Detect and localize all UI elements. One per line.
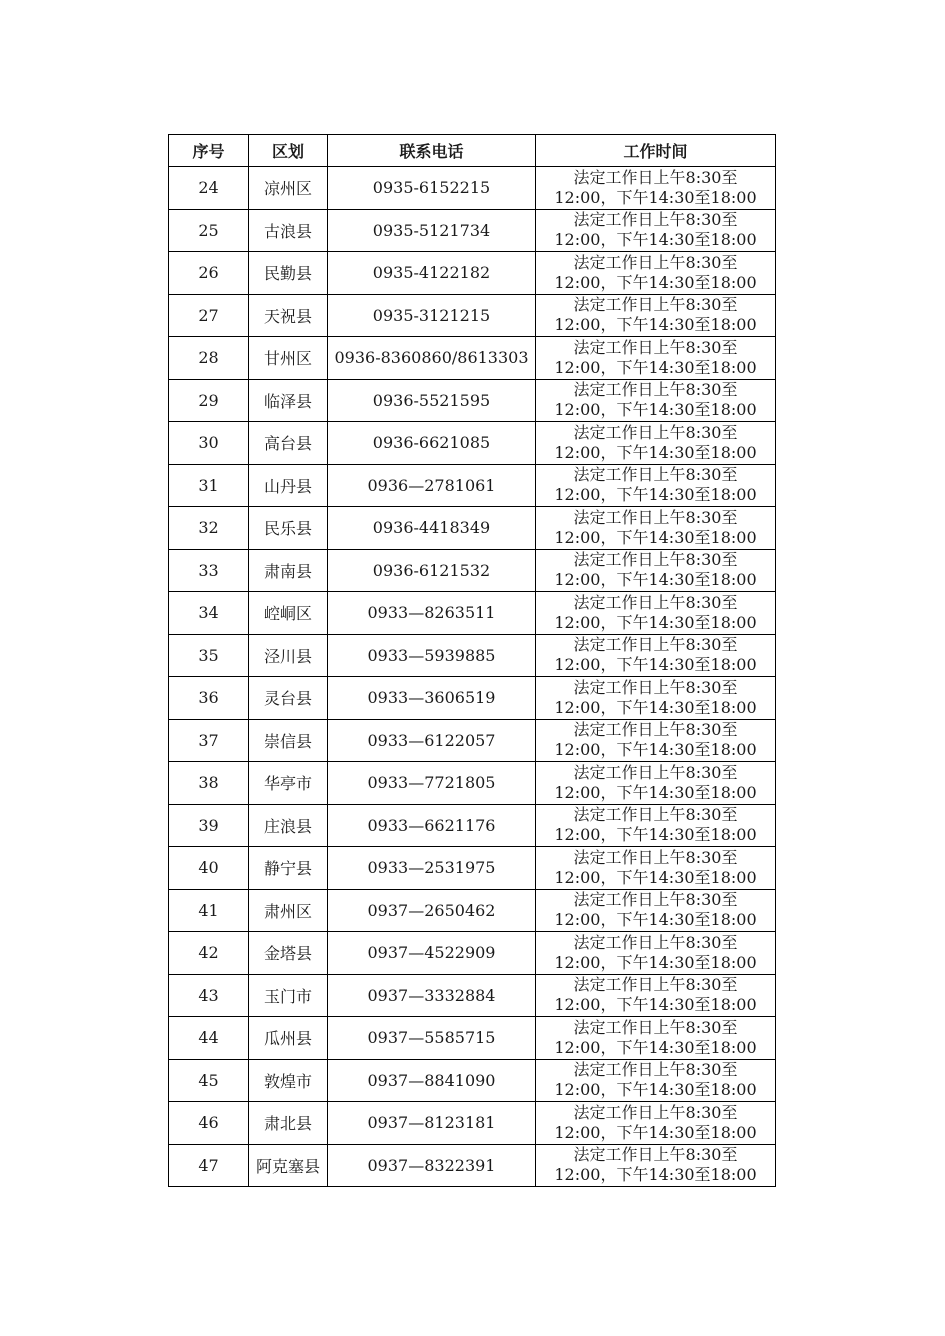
row-phone: 0936-6621085 [328, 422, 536, 465]
hours-line-2: 12:00，下午14:30至18:00 [554, 357, 757, 377]
row-hours [536, 294, 776, 337]
row-district: 瓜州县 [249, 1017, 328, 1060]
row-hours [536, 209, 776, 252]
row-phone: 0935-3121215 [328, 294, 536, 337]
header-phone: 联系电话 [328, 135, 536, 167]
table-row [169, 507, 776, 550]
row-index: 27 [169, 294, 249, 337]
row-hours [536, 337, 776, 380]
row-hours [536, 167, 776, 210]
hours-line-2: 12:00，下午14:30至18:00 [554, 1165, 757, 1185]
row-phone: 0937—5585715 [328, 1017, 536, 1060]
hours-line-1: 法定工作日上午8:30至 [573, 762, 738, 782]
hours-line-2: 12:00，下午14:30至18:00 [554, 867, 757, 887]
row-hours [536, 932, 776, 975]
row-hours [536, 804, 776, 847]
hours-line-1: 法定工作日上午8:30至 [573, 252, 738, 272]
row-phone: 0935-4122182 [328, 252, 536, 295]
row-district: 高台县 [249, 422, 328, 465]
row-index: 36 [169, 677, 249, 720]
row-district: 肃北县 [249, 1102, 328, 1145]
row-district: 敦煌市 [249, 1059, 328, 1102]
row-phone: 0933—3606519 [328, 677, 536, 720]
row-phone: 0935-5121734 [328, 209, 536, 252]
hours-line-1: 法定工作日上午8:30至 [573, 210, 738, 230]
table-row [169, 379, 776, 422]
row-hours [536, 719, 776, 762]
table-row [169, 592, 776, 635]
row-phone: 0935-6152215 [328, 167, 536, 210]
header-district: 区划 [249, 135, 328, 167]
hours-line-1: 法定工作日上午8:30至 [573, 805, 738, 825]
hours-line-2: 12:00，下午14:30至18:00 [554, 697, 757, 717]
table-row [169, 167, 776, 210]
table-row [169, 762, 776, 805]
hours-line-2: 12:00，下午14:30至18:00 [554, 400, 757, 420]
table-body [169, 167, 776, 1187]
row-hours [536, 1059, 776, 1102]
row-phone: 0937—8322391 [328, 1144, 536, 1187]
hours-line-1: 法定工作日上午8:30至 [573, 635, 738, 655]
row-phone: 0937—3332884 [328, 974, 536, 1017]
row-district: 山丹县 [249, 464, 328, 507]
table-row [169, 1017, 776, 1060]
row-index: 45 [169, 1059, 249, 1102]
row-phone: 0936—2781061 [328, 464, 536, 507]
row-district: 庄浪县 [249, 804, 328, 847]
hours-line-2: 12:00，下午14:30至18:00 [554, 485, 757, 505]
table-row [169, 1102, 776, 1145]
row-index: 24 [169, 167, 249, 210]
row-hours [536, 677, 776, 720]
row-hours [536, 549, 776, 592]
row-district: 天祝县 [249, 294, 328, 337]
row-district: 临泽县 [249, 379, 328, 422]
row-index: 47 [169, 1144, 249, 1187]
hours-line-1: 法定工作日上午8:30至 [573, 380, 738, 400]
row-index: 38 [169, 762, 249, 805]
row-index: 26 [169, 252, 249, 295]
row-hours [536, 974, 776, 1017]
hours-line-1: 法定工作日上午8:30至 [573, 1102, 738, 1122]
hours-line-2: 12:00，下午14:30至18:00 [554, 612, 757, 632]
hours-line-2: 12:00，下午14:30至18:00 [554, 1080, 757, 1100]
row-phone: 0933—5939885 [328, 634, 536, 677]
hours-line-1: 法定工作日上午8:30至 [573, 1017, 738, 1037]
header-hours: 工作时间 [536, 135, 776, 167]
hours-line-2: 12:00，下午14:30至18:00 [554, 442, 757, 462]
row-hours [536, 422, 776, 465]
table-row [169, 677, 776, 720]
hours-line-2: 12:00，下午14:30至18:00 [554, 570, 757, 590]
row-index: 31 [169, 464, 249, 507]
table-row [169, 1059, 776, 1102]
row-hours [536, 762, 776, 805]
row-phone: 0933—2531975 [328, 847, 536, 890]
row-phone: 0936-6121532 [328, 549, 536, 592]
hours-line-1: 法定工作日上午8:30至 [573, 422, 738, 442]
table-row [169, 889, 776, 932]
hours-line-1: 法定工作日上午8:30至 [573, 847, 738, 867]
table-row [169, 719, 776, 762]
row-phone: 0933—8263511 [328, 592, 536, 635]
row-phone: 0937—4522909 [328, 932, 536, 975]
row-district: 肃州区 [249, 889, 328, 932]
table-row [169, 209, 776, 252]
hours-line-1: 法定工作日上午8:30至 [573, 975, 738, 995]
row-district: 民勤县 [249, 252, 328, 295]
hours-line-2: 12:00，下午14:30至18:00 [554, 995, 757, 1015]
row-district: 崇信县 [249, 719, 328, 762]
table-row [169, 422, 776, 465]
row-district: 古浪县 [249, 209, 328, 252]
row-hours [536, 1017, 776, 1060]
row-district: 甘州区 [249, 337, 328, 380]
row-index: 34 [169, 592, 249, 635]
hours-line-1: 法定工作日上午8:30至 [573, 890, 738, 910]
row-hours [536, 889, 776, 932]
hours-line-2: 12:00，下午14:30至18:00 [554, 527, 757, 547]
hours-line-1: 法定工作日上午8:30至 [573, 1145, 738, 1165]
row-hours [536, 464, 776, 507]
hours-line-2: 12:00，下午14:30至18:00 [554, 825, 757, 845]
hours-line-1: 法定工作日上午8:30至 [573, 592, 738, 612]
hours-line-1: 法定工作日上午8:30至 [573, 720, 738, 740]
hours-line-2: 12:00，下午14:30至18:00 [554, 1122, 757, 1142]
hours-line-1: 法定工作日上午8:30至 [573, 1060, 738, 1080]
row-phone: 0933—6621176 [328, 804, 536, 847]
row-district: 肃南县 [249, 549, 328, 592]
hours-line-1: 法定工作日上午8:30至 [573, 932, 738, 952]
row-district: 凉州区 [249, 167, 328, 210]
table-row [169, 464, 776, 507]
row-index: 46 [169, 1102, 249, 1145]
hours-line-2: 12:00，下午14:30至18:00 [554, 910, 757, 930]
table-row [169, 974, 776, 1017]
table-row [169, 337, 776, 380]
row-index: 40 [169, 847, 249, 890]
hours-line-1: 法定工作日上午8:30至 [573, 507, 738, 527]
row-hours [536, 252, 776, 295]
header-index: 序号 [169, 135, 249, 167]
contact-table [168, 134, 776, 1187]
row-hours [536, 379, 776, 422]
row-hours [536, 847, 776, 890]
hours-line-1: 法定工作日上午8:30至 [573, 337, 738, 357]
hours-line-2: 12:00，下午14:30至18:00 [554, 187, 757, 207]
row-hours [536, 1144, 776, 1187]
hours-line-1: 法定工作日上午8:30至 [573, 550, 738, 570]
row-index: 30 [169, 422, 249, 465]
row-index: 29 [169, 379, 249, 422]
table-row [169, 932, 776, 975]
table-row [169, 847, 776, 890]
row-phone: 0937—2650462 [328, 889, 536, 932]
hours-line-1: 法定工作日上午8:30至 [573, 295, 738, 315]
row-hours [536, 1102, 776, 1145]
table-row [169, 1144, 776, 1187]
hours-line-2: 12:00，下午14:30至18:00 [554, 740, 757, 760]
table-row [169, 804, 776, 847]
hours-line-1: 法定工作日上午8:30至 [573, 677, 738, 697]
row-hours [536, 507, 776, 550]
row-index: 32 [169, 507, 249, 550]
hours-line-2: 12:00，下午14:30至18:00 [554, 1037, 757, 1057]
row-index: 35 [169, 634, 249, 677]
row-hours [536, 634, 776, 677]
row-index: 25 [169, 209, 249, 252]
table-row [169, 294, 776, 337]
row-phone: 0936-5521595 [328, 379, 536, 422]
row-phone: 0936-8360860/8613303 [328, 337, 536, 380]
row-phone: 0936-4418349 [328, 507, 536, 550]
row-district: 民乐县 [249, 507, 328, 550]
row-district: 金塔县 [249, 932, 328, 975]
table-header-row [169, 135, 776, 167]
hours-line-2: 12:00，下午14:30至18:00 [554, 655, 757, 675]
row-district: 玉门市 [249, 974, 328, 1017]
hours-line-2: 12:00，下午14:30至18:00 [554, 230, 757, 250]
table-row [169, 634, 776, 677]
row-index: 33 [169, 549, 249, 592]
row-district: 阿克塞县 [249, 1144, 328, 1187]
row-district: 灵台县 [249, 677, 328, 720]
row-district: 华亭市 [249, 762, 328, 805]
hours-line-2: 12:00，下午14:30至18:00 [554, 782, 757, 802]
table-row [169, 549, 776, 592]
row-hours [536, 592, 776, 635]
row-index: 39 [169, 804, 249, 847]
table-row [169, 252, 776, 295]
row-phone: 0933—7721805 [328, 762, 536, 805]
hours-line-2: 12:00，下午14:30至18:00 [554, 952, 757, 972]
row-index: 41 [169, 889, 249, 932]
hours-line-1: 法定工作日上午8:30至 [573, 465, 738, 485]
row-district: 崆峒区 [249, 592, 328, 635]
row-index: 44 [169, 1017, 249, 1060]
hours-line-2: 12:00，下午14:30至18:00 [554, 272, 757, 292]
row-district: 静宁县 [249, 847, 328, 890]
hours-line-1: 法定工作日上午8:30至 [573, 167, 738, 187]
row-phone: 0937—8841090 [328, 1059, 536, 1102]
row-index: 43 [169, 974, 249, 1017]
hours-line-2: 12:00，下午14:30至18:00 [554, 315, 757, 335]
row-index: 28 [169, 337, 249, 380]
row-index: 42 [169, 932, 249, 975]
row-index: 37 [169, 719, 249, 762]
row-phone: 0933—6122057 [328, 719, 536, 762]
row-phone: 0937—8123181 [328, 1102, 536, 1145]
row-district: 泾川县 [249, 634, 328, 677]
